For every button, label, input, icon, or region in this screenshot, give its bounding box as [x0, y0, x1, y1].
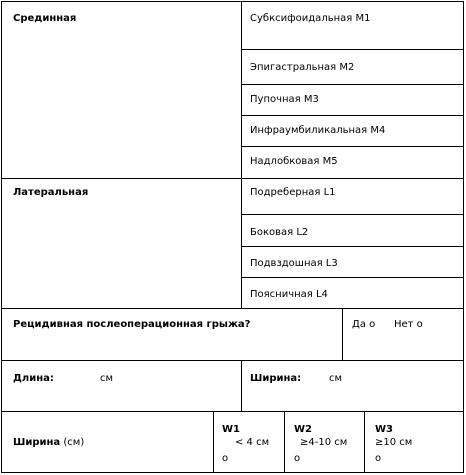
column-divider: [213, 411, 214, 473]
section-divider: [1, 360, 464, 361]
lateral-item-l1: Подреберная L1: [250, 187, 336, 198]
row-divider: [241, 214, 464, 215]
recurrent-yes-option[interactable]: Да о: [352, 319, 376, 330]
w3-range: ≥10 см: [375, 437, 413, 448]
w3-option[interactable]: о: [375, 453, 382, 464]
length-unit: см: [100, 373, 114, 384]
width-class-label: [13, 437, 84, 449]
hernia-classification-form: [1, 1, 464, 473]
recurrent-no-option[interactable]: Нет о: [394, 319, 423, 330]
row-divider: [241, 277, 464, 278]
column-divider: [284, 411, 285, 473]
length-label: Длина:: [13, 373, 54, 384]
column-divider: [342, 308, 343, 360]
midline-item-m2: Эпигастральная M2: [250, 62, 355, 73]
w2-option[interactable]: о: [294, 453, 301, 464]
midline-label: Срединная: [13, 13, 77, 24]
column-divider: [364, 411, 365, 473]
section-divider: [1, 178, 464, 179]
w1-option[interactable]: о: [222, 453, 229, 464]
midline-item-m4: Инфраумбиликальная M4: [250, 125, 386, 136]
column-divider: [241, 360, 242, 411]
width-class-label-bold: Ширина: [13, 437, 61, 448]
section-divider: [1, 411, 464, 412]
w1-range: < 4 см: [235, 437, 270, 448]
lateral-item-l2: Боковая L2: [250, 227, 309, 238]
row-divider: [241, 115, 464, 116]
w2-code: W2: [294, 424, 312, 435]
w2-range: ≥4-10 см: [300, 437, 348, 448]
row-divider: [241, 84, 464, 85]
row-divider: [241, 246, 464, 247]
lateral-item-l3: Подвздошная L3: [250, 258, 338, 269]
row-divider: [241, 49, 464, 50]
width-label: Ширина:: [250, 373, 302, 384]
lateral-label: Латеральная: [13, 187, 89, 198]
width-unit: см: [329, 373, 343, 384]
width-class-label-unit: (см): [63, 437, 85, 448]
recurrent-question: Рецидивная послеоперационная грыжа?: [13, 319, 251, 330]
midline-item-m1: Субксифоидальная M1: [250, 13, 371, 24]
column-divider: [241, 1, 242, 308]
row-divider: [241, 146, 464, 147]
midline-item-m3: Пупочная M3: [250, 94, 319, 105]
section-divider: [1, 308, 464, 309]
w3-code: W3: [375, 424, 393, 435]
w1-code: W1: [222, 424, 240, 435]
lateral-item-l4: Поясничная L4: [250, 289, 328, 300]
midline-item-m5: Надлобковая M5: [250, 156, 338, 167]
